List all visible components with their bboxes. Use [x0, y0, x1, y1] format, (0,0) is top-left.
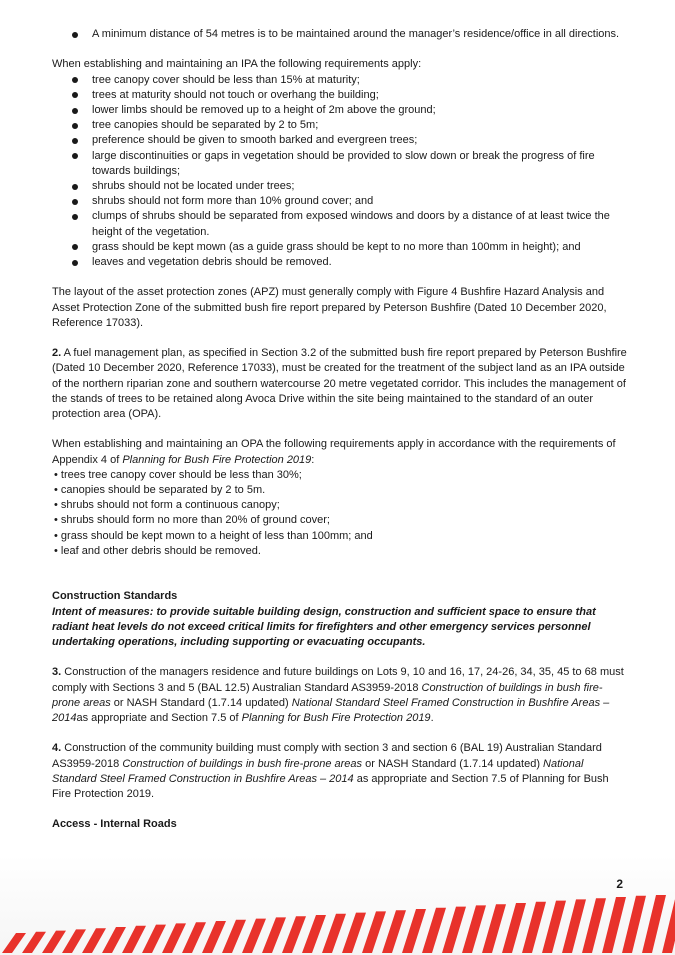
item-text: or NASH Standard (1.7.14 updated): [362, 757, 544, 770]
stripe: [202, 921, 226, 953]
item-4-paragraph: [52, 741, 627, 802]
ipa-intro: When establishing and maintaining an IPA the following requirements apply:: [52, 58, 422, 71]
item-number: 3.: [52, 666, 62, 679]
stripe: [322, 914, 346, 953]
list-item: A minimum distance of 54 metres is to be maintained around the manager’s residence/office in all directions.: [52, 27, 627, 42]
stripe: [422, 908, 446, 953]
list-item: • shrubs should form no more than 20% of ground cover;: [52, 513, 627, 528]
list-item: • shrubs should not form a continuous canopy;: [52, 498, 627, 513]
stripe: [62, 929, 86, 953]
stripe: [602, 897, 626, 953]
opa-intro: [52, 437, 627, 467]
stripe: [562, 899, 586, 953]
intro-list: [52, 27, 627, 42]
item-text: Construction of the managers residence and future buildings on Lots 9, 10 and 16, 17, 24-26, 34, 35, 45 to 68 must comply with Sections 3 and 5 (BAL 12.5) Australian Standard AS3959-2018: [52, 666, 624, 694]
item-text: .: [430, 712, 434, 725]
stripe: [102, 927, 126, 953]
stripe: [122, 926, 146, 953]
list-item: grass should be kept mown (as a guide grass should be kept to no more than 100mm in height); and: [52, 240, 627, 255]
item-reference: Construction of buildings in bush fire-prone areas: [52, 681, 603, 709]
stripe: [382, 910, 406, 953]
stripe: [342, 913, 366, 953]
item-reference: National Standard Steel Framed Construction in Bushfire Areas – 2014: [52, 696, 610, 725]
list-item: tree canopies should be separated by 2 to 5m;: [52, 118, 627, 133]
stripe: [182, 922, 206, 953]
stripe: [302, 915, 326, 953]
item-text: A fuel management plan, as specified in Section 3.2 of the submitted bush fire report prepared by Peterson Bushfire (Dated 10 December 2020, Reference 17033), must be created for the treatment of the subject land as an IPA outside of the northern riparian zone and southern watercourse 20 metre vegetated corridor. This includes the management of the stands of trees to be retained along Avoca Drive within the site being maintained to the standard of an outer protection area (OPA).: [52, 347, 627, 421]
stripe: [442, 907, 466, 953]
opa-intro-text: When establishing and maintaining an OPA the following requirements apply in accordance with the requirements of Appendix 4 of: [52, 438, 616, 466]
stripe: [642, 895, 666, 953]
stripe: [462, 905, 486, 953]
ipa-requirements-list: [52, 73, 627, 271]
list-item: • grass should be kept mown to a height of less than 100mm; and: [52, 529, 627, 544]
item-text: Construction of the community building must comply with section 3 and section 6 (BAL 19) Australian Standard AS3959-2018: [52, 742, 602, 770]
stripe: [402, 909, 426, 953]
stripe: [522, 902, 546, 953]
stripe: [262, 917, 286, 953]
stripe: [282, 916, 306, 953]
stripe: [502, 903, 526, 953]
construction-intent: Intent of measures: to provide suitable building design, construction and sufficient space to ensure that radiant heat levels do not exceed critical limits for firefighters and other emergency services personnel undertaking operations, including supporting or evacuating occupants.: [52, 605, 596, 649]
item-text: as appropriate and Section 7.5 of: [76, 712, 242, 725]
stripe: [582, 898, 606, 953]
list-item: trees at maturity should not touch or overhang the building;: [52, 88, 627, 103]
stripe: [2, 933, 26, 953]
stripe: [242, 919, 266, 953]
construction-heading: Construction Standards: [52, 590, 178, 603]
list-item: large discontinuities or gaps in vegetation should be provided to slow down or break the progress of fire towards buildings;: [52, 149, 627, 179]
list-item: • trees tree canopy cover should be less than 30%;: [52, 468, 627, 483]
red-stripe-decoration: [0, 893, 675, 955]
stripe: [542, 901, 566, 953]
item-text: or NASH Standard (1.7.14 updated): [110, 696, 292, 709]
stripe: [622, 896, 646, 953]
stripe: [362, 911, 386, 953]
stripe: [22, 932, 46, 953]
item-reference: Construction of buildings in bush fire-prone areas: [122, 757, 363, 770]
stripe: [162, 923, 186, 953]
document-body: [52, 27, 627, 833]
stripe: [142, 925, 166, 953]
apz-paragraph: The layout of the asset protection zones (APZ) must generally comply with Figure 4 Bushfire Hazard Analysis and Asset Protection Zone of the submitted bush fire report prepared by Peterson Bushfire (Dated 10 December 2020, Reference 17033).: [52, 286, 607, 329]
opa-intro-reference: Planning for Bush Fire Protection 2019: [122, 453, 312, 466]
list-item: preference should be given to smooth barked and evergreen trees;: [52, 133, 627, 148]
list-item: • canopies should be separated by 2 to 5m.: [52, 483, 627, 498]
list-item: lower limbs should be removed up to a height of 2m above the ground;: [52, 103, 627, 118]
stripe: [662, 895, 675, 953]
item-reference: National Standard Steel Framed Construction in Bushfire Areas – 2014: [52, 757, 584, 785]
item-3-paragraph: [52, 665, 627, 726]
list-item: shrubs should not be located under trees;: [52, 179, 627, 194]
stripe-group: [2, 895, 675, 953]
list-item: shrubs should not form more than 10% ground cover; and: [52, 194, 627, 209]
stripe: [222, 920, 246, 953]
item-reference: Planning for Bush Fire Protection 2019: [241, 712, 431, 725]
item-2-paragraph: [52, 346, 627, 422]
opa-requirements-list: [52, 468, 627, 559]
stripe: [82, 928, 106, 953]
item-number: 4.: [52, 742, 62, 755]
item-number: 2.: [52, 347, 62, 360]
stripe: [482, 904, 506, 953]
page-number: 2: [616, 877, 623, 891]
list-item: tree canopy cover should be less than 15% at maturity;: [52, 73, 627, 88]
item-text: as appropriate and Section 7.5 of Planning for Bush Fire Protection 2019.: [52, 772, 609, 801]
list-item: • leaf and other debris should be removed.: [52, 544, 627, 559]
list-item: clumps of shrubs should be separated from exposed windows and doors by a distance of at least twice the height of the vegetation.: [52, 209, 627, 239]
stripe: [42, 931, 66, 953]
opa-intro-colon: :: [311, 453, 315, 466]
list-item: leaves and vegetation debris should be removed.: [52, 255, 627, 270]
access-heading: Access - Internal Roads: [52, 818, 177, 831]
